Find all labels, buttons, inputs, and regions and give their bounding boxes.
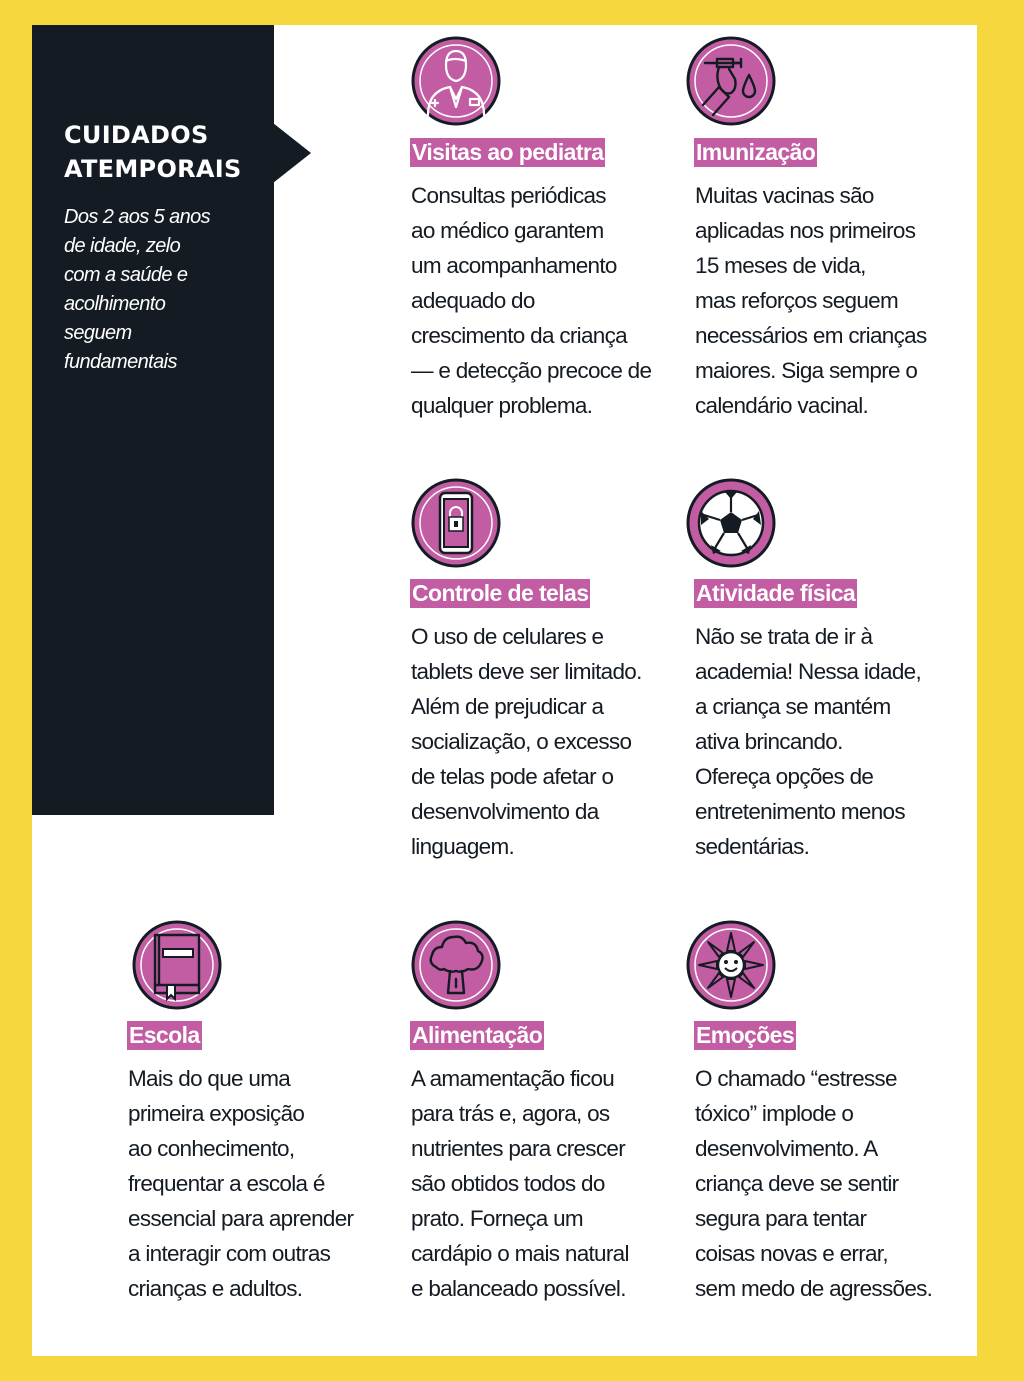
item-description: Mais do que uma primeira exposição ao conhecimento, frequentar a escola é essencial para aprender a interagir com outras crianças e adultos.	[128, 1066, 354, 1301]
item-description: O chamado “estresse tóxico” implode o desenvolvimento. A criança deve se sentir segura para tentar coisas novas e errar, sem medo de agressões.	[695, 1066, 933, 1301]
item-title-escola: Escola	[129, 1022, 200, 1048]
page-title: CUIDADOS ATEMPORAIS	[64, 121, 242, 183]
item-title-atividade-fisica: Atividade física	[696, 580, 856, 606]
item-description: A amamentação ficou para trás e, agora, os nutrientes para crescer são obtidos todos do prato. Forneça um cardápio o mais natural e balanceado possível.	[411, 1066, 629, 1301]
item-description: Não se trata de ir à academia! Nessa idade, a criança se mantém ativa brincando. Ofereça opções de entretenimento menos sedentárias.	[695, 624, 921, 859]
item-title-emocoes: Emoções	[696, 1022, 795, 1048]
item-title-alimentacao: Alimentação	[412, 1022, 543, 1048]
broccoli-icon	[410, 919, 502, 1011]
book-icon	[131, 919, 223, 1011]
soccer-ball-icon	[685, 477, 777, 569]
item-description: Consultas periódicas ao médico garantem um acompanhamento adequado do crescimento da criança — e detecção precoce de qualquer problema.	[411, 183, 652, 418]
item-description: O uso de celulares e tablets deve ser limitado. Além de prejudicar a socialização, o excesso de telas pode afetar o desenvolvimento da linguagem.	[411, 624, 642, 859]
page-subtitle: Dos 2 aos 5 anos de idade, zelo com a saúde e acolhimento seguem fundamentais	[64, 206, 211, 373]
item-title-imunizacao: Imunização	[696, 139, 816, 165]
smartphone-icon	[410, 477, 502, 569]
item-description: Muitas vacinas são aplicadas nos primeiros 15 meses de vida, mas reforços seguem necessários em crianças maiores. Siga sempre o calendário vacinal.	[695, 183, 927, 418]
item-title-visitas-ao-pediatra: Visitas ao pediatra	[412, 139, 604, 165]
smiling-flower-icon	[685, 919, 777, 1011]
vaccine-icon	[685, 35, 777, 127]
item-title-controle-de-telas: Controle de telas	[412, 580, 589, 606]
banner-arrow	[273, 123, 311, 183]
doctor-icon	[410, 35, 502, 127]
